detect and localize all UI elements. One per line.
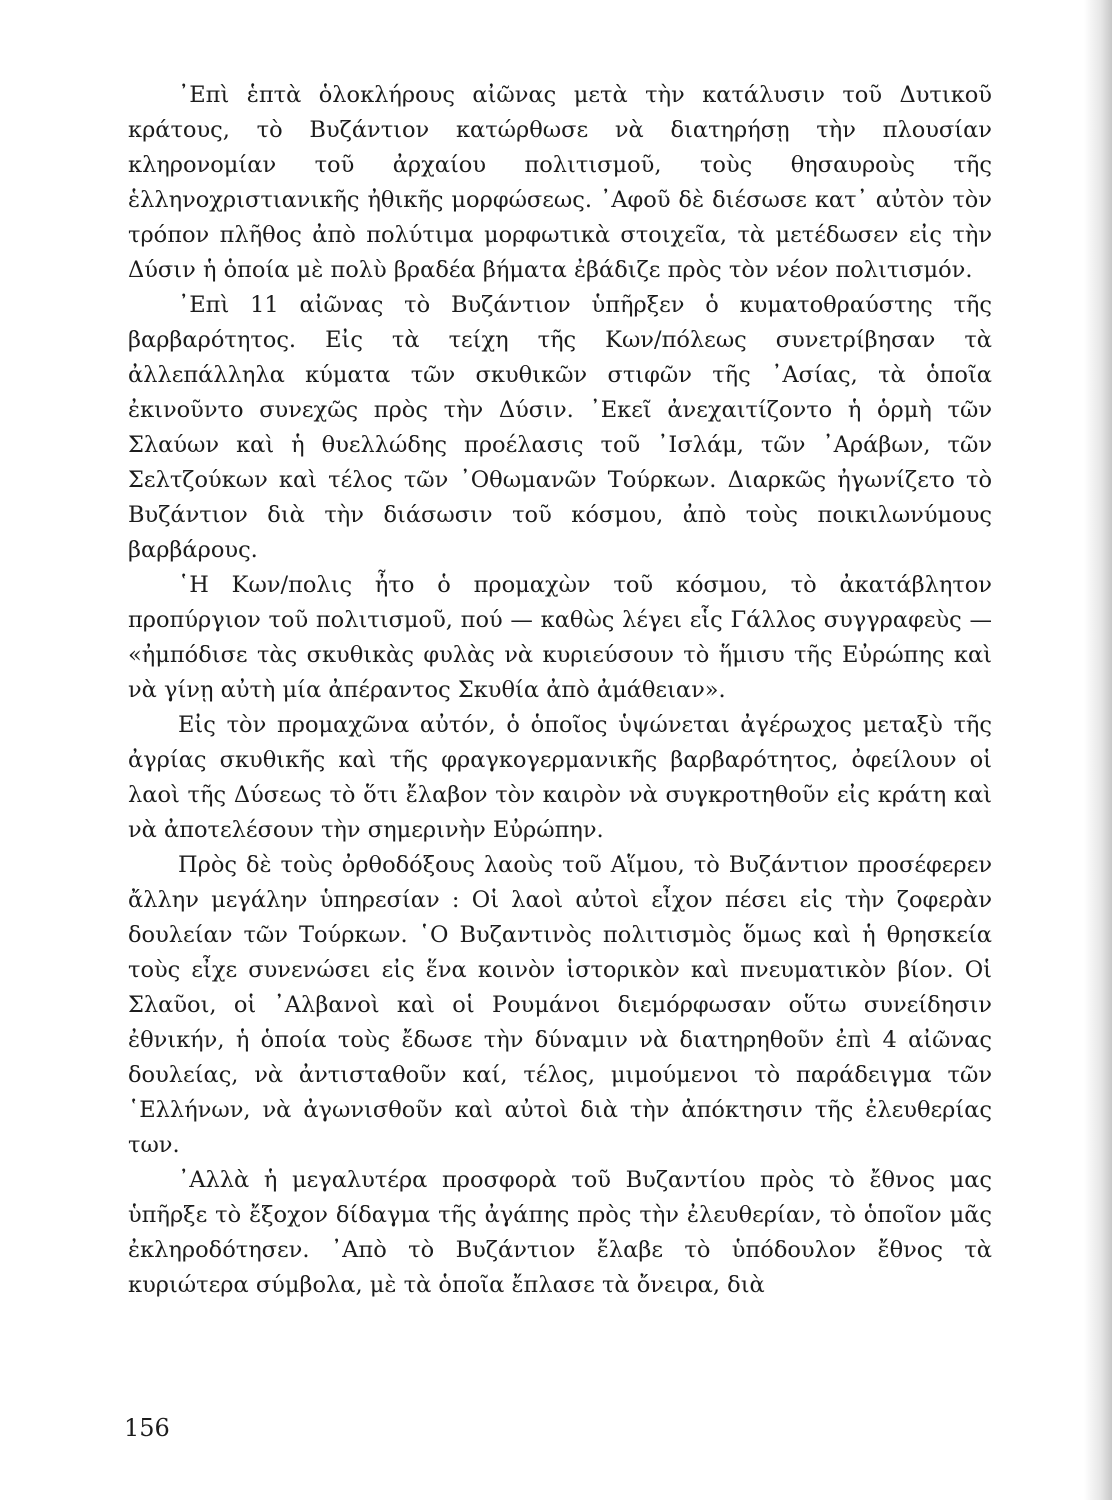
spine-shadow: [1084, 0, 1112, 1500]
paragraph: ῾Η Κων/πολις ἦτο ὁ προμαχὼν τοῦ κόσμου, τὸ ἀκατάβλητον προπύργιον τοῦ πολιτισμοῦ, πού — καθὼς λέγει εἷς Γάλλος συγγραφεὺς — «ἠμπόδισε τὰς σκυθικὰς φυλὰς νὰ κυριεύσουν τὸ ἥμισυ τῆς Εὐρώπης καὶ νὰ γίνῃ αὐτὴ μία ἀπέραντος Σκυθία ἀπὸ ἀμάθειαν».: [128, 572, 992, 703]
paragraph: Εἰς τὸν προμαχῶνα αὐτόν, ὁ ὁποῖος ὑψώνεται ἀγέρωχος μεταξὺ τῆς ἀγρίας σκυθικῆς καὶ τῆς φραγκογερμανικῆς βαρβαρότητος, ὀφείλουν οἱ λαοὶ τῆς Δύσεως τὸ ὅτι ἔλαβον τὸν καιρὸν νὰ συγκροτηθοῦν εἰς κράτη καὶ νὰ ἀποτελέσουν τὴν σημερινὴν Εὐρώπην.: [128, 712, 992, 843]
page-number: 156: [124, 1414, 170, 1442]
body-text: [128, 78, 992, 1303]
paragraph: ᾿Αλλὰ ἡ μεγαλυτέρα προσφορὰ τοῦ Βυζαντίου πρὸς τὸ ἔθνος μας ὑπῆρξε τὸ ἔξοχον δίδαγμα τῆς ἀγάπης πρὸς τὴν ἐλευθερίαν, τὸ ὁποῖον μᾶς ἐκληροδότησεν. ᾿Απὸ τὸ Βυζάντιον ἔλαβε τὸ ὑπόδουλον ἔθνος τὰ κυριώτερα σύμβολα, μὲ τὰ ὁποῖα ἔπλασε τὰ ὄνειρα, διὰ: [128, 1167, 992, 1298]
paragraph: ᾿Επὶ 11 αἰῶνας τὸ Βυζάντιον ὑπῆρξεν ὁ κυματοθραύστης τῆς βαρβαρότητος. Εἰς τὰ τείχη τῆς Κων/πόλεως συνετρίβησαν τὰ ἀλλεπάλληλα κύματα τῶν σκυθικῶν στιφῶν τῆς ᾿Ασίας, τὰ ὁποῖα ἐκινοῦντο συνεχῶς πρὸς τὴν Δύσιν. ᾿Εκεῖ ἀνεχαιτίζοντο ἡ ὁρμὴ τῶν Σλαύων καὶ ἡ θυελλώδης προέλασις τοῦ ᾿Ισλάμ, τῶν ᾿Αράβων, τῶν Σελτζούκων καὶ τέλος τῶν ᾿Οθωμανῶν Τούρκων. Διαρκῶς ἠγωνίζετο τὸ Βυζάντιον διὰ τὴν διάσωσιν τοῦ κόσμου, ἀπὸ τοὺς ποικιλωνύμους βαρβάρους.: [128, 292, 992, 563]
paragraph: Πρὸς δὲ τοὺς ὀρθοδόξους λαοὺς τοῦ Αἵμου, τὸ Βυζάντιον προσέφερεν ἄλλην μεγάλην ὑπηρεσίαν : Οἱ λαοὶ αὐτοὶ εἶχον πέσει εἰς τὴν ζοφερὰν δουλείαν τῶν Τούρκων. ῾Ο Βυζαντινὸς πολιτισμὸς ὅμως καὶ ἡ θρησκεία τοὺς εἶχε συνενώσει εἰς ἕνα κοινὸν ἱστορικὸν καὶ πνευματικὸν βίον. Οἱ Σλαῦοι, οἱ ᾿Αλβανοὶ καὶ οἱ Ρουμάνοι διεμόρφωσαν οὕτω συνείδησιν ἐθνικήν, ἡ ὁποία τοὺς ἔδωσε τὴν δύναμιν νὰ διατηρηθοῦν ἐπὶ 4 αἰῶνας δουλείας, νὰ ἀντισταθοῦν καί, τέλος, μιμούμενοι τὸ παράδειγμα τῶν ῾Ελλήνων, νὰ ἀγωνισθοῦν καὶ αὐτοὶ διὰ τὴν ἀπόκτησιν τῆς ἐλευθερίας των.: [128, 852, 992, 1158]
paragraph: ᾿Επὶ ἑπτὰ ὁλοκλήρους αἰῶνας μετὰ τὴν κατάλυσιν τοῦ Δυτικοῦ κράτους, τὸ Βυζάντιον κατώρθωσε νὰ διατηρήσῃ τὴν πλουσίαν κληρονομίαν τοῦ ἀρχαίου πολιτισμοῦ, τοὺς θησαυροὺς τῆς ἑλληνοχριστιανικῆς ἠθικῆς μορφώσεως. ᾿Αφοῦ δὲ διέσωσε κατ᾿ αὐτὸν τὸν τρόπον πλῆθος ἀπὸ πολύτιμα μορφωτικὰ στοιχεῖα, τὰ μετέδωσεν εἰς τὴν Δύσιν ἡ ὁποία μὲ πολὺ βραδέα βήματα ἐβάδιζε πρὸς τὸν νέον πολιτισμόν.: [128, 82, 992, 283]
